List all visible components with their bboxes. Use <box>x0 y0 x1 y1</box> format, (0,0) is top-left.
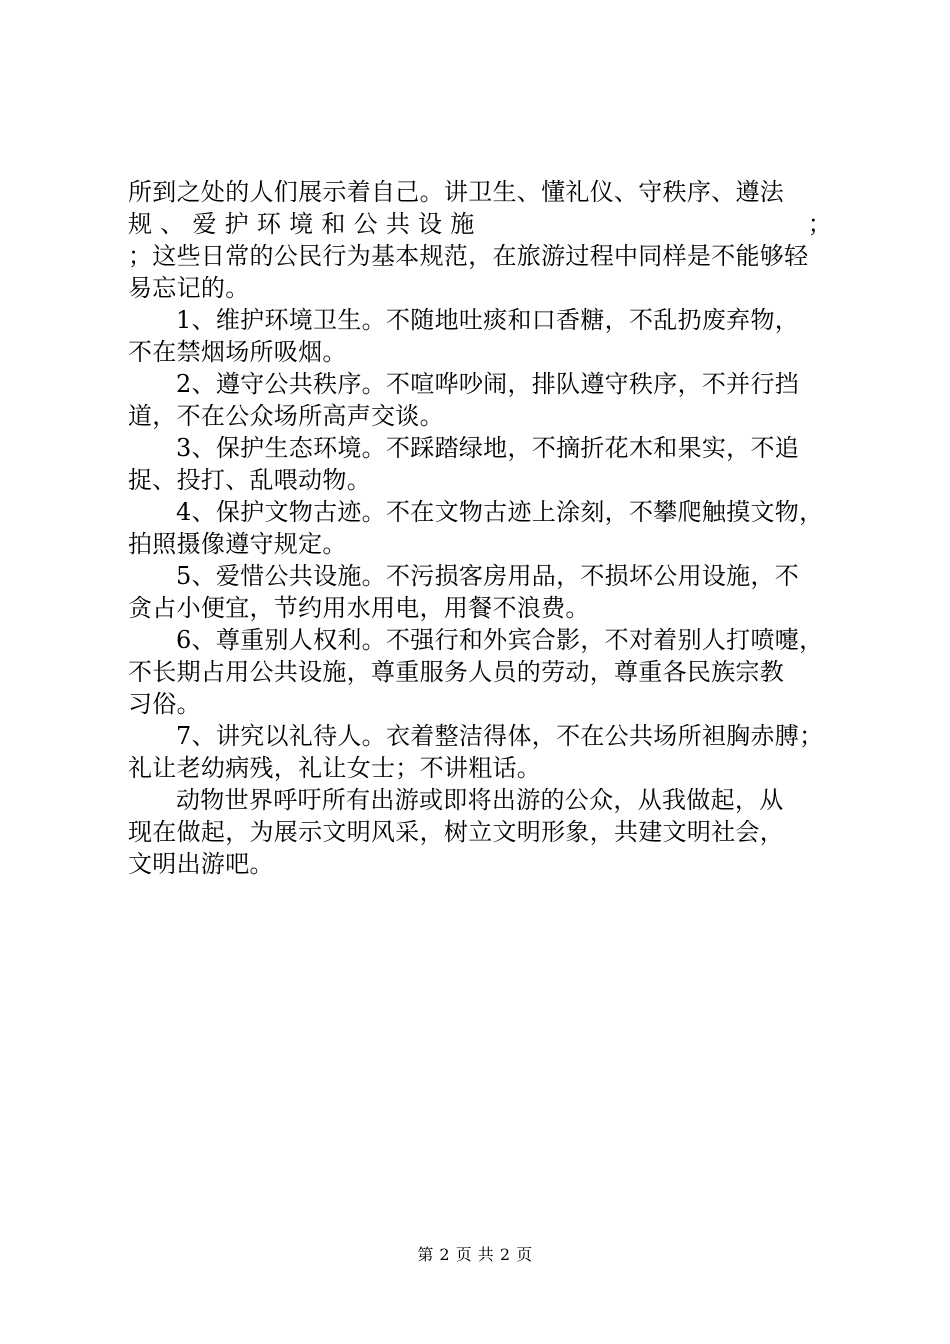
intro-line-2-text: 规 、 爱 护 环 境 和 公 共 设 施 <box>128 210 475 238</box>
rule-item-7 <box>128 720 832 784</box>
rule-item-7-line-2: 礼让老幼病残，礼让女士；不讲粗话。 <box>128 754 542 782</box>
rule-item-6-line-1: 6、尊重别人权利。不强行和外宾合影，不对着别人打喷嚏， <box>176 626 824 654</box>
rule-item-4-line-2: 拍照摄像遵守规定。 <box>128 530 347 558</box>
page-footer <box>0 1245 950 1265</box>
rule-item-1-line-2: 不在禁烟场所吸烟。 <box>128 338 347 366</box>
intro-line-2-end: ； <box>807 210 832 238</box>
rule-item-3 <box>128 432 832 496</box>
closing-line-1: 动物世界呼吁所有出游或即将出游的公众，从我做起，从 <box>176 786 784 814</box>
rule-item-6-line-2: 不长期占用公共设施，尊重服务人员的劳动，尊重各民族宗教 <box>128 658 785 686</box>
rule-item-5 <box>128 560 832 624</box>
rule-item-3-line-2: 捉、投打、乱喂动物。 <box>128 466 371 494</box>
rule-item-2-line-2: 道，不在公众场所高声交谈。 <box>128 402 444 430</box>
closing-line-2: 现在做起，为展示文明风采，树立文明形象，共建文明社会， <box>128 818 785 846</box>
rule-item-5-line-2: 贪占小便宜，节约用水用电，用餐不浪费。 <box>128 594 590 622</box>
rule-item-6-line-3: 习俗。 <box>128 690 201 718</box>
closing-paragraph <box>128 784 832 880</box>
rule-item-3-line-1: 3、保护生态环境。不踩踏绿地，不摘折花木和果实，不追 <box>176 434 800 462</box>
rule-item-2-line-1: 2、遵守公共秩序。不喧哗吵闹，排队遵守秩序，不并行挡 <box>176 370 800 398</box>
rule-item-6 <box>128 624 832 720</box>
rule-item-1-line-1: 1、维护环境卫生。不随地吐痰和口香糖，不乱扔废弃物， <box>176 306 800 334</box>
rule-item-1 <box>128 304 832 368</box>
rule-item-5-line-1: 5、爱惜公共设施。不污损客房用品，不损坏公用设施，不 <box>176 562 800 590</box>
intro-line-4: 易忘记的。 <box>128 274 250 302</box>
closing-line-3: 文明出游吧。 <box>128 850 274 878</box>
intro-paragraph <box>128 176 832 304</box>
page-number-label: 第 2 页 共 2 页 <box>417 1245 533 1264</box>
intro-line-3: ；这些日常的公民行为基本规范，在旅游过程中同样是不能够轻 <box>128 242 809 270</box>
rule-item-2 <box>128 368 832 432</box>
rule-item-7-line-1: 7、讲究以礼待人。衣着整洁得体，不在公共场所袒胸赤膊； <box>176 722 824 750</box>
intro-line-2 <box>128 208 832 240</box>
intro-line-1: 所到之处的人们展示着自己。讲卫生、懂礼仪、守秩序、遵法 <box>128 178 785 206</box>
document-body <box>128 176 832 880</box>
rule-item-4-line-1: 4、保护文物古迹。不在文物古迹上涂刻，不攀爬触摸文物， <box>176 498 824 526</box>
rule-item-4 <box>128 496 832 560</box>
